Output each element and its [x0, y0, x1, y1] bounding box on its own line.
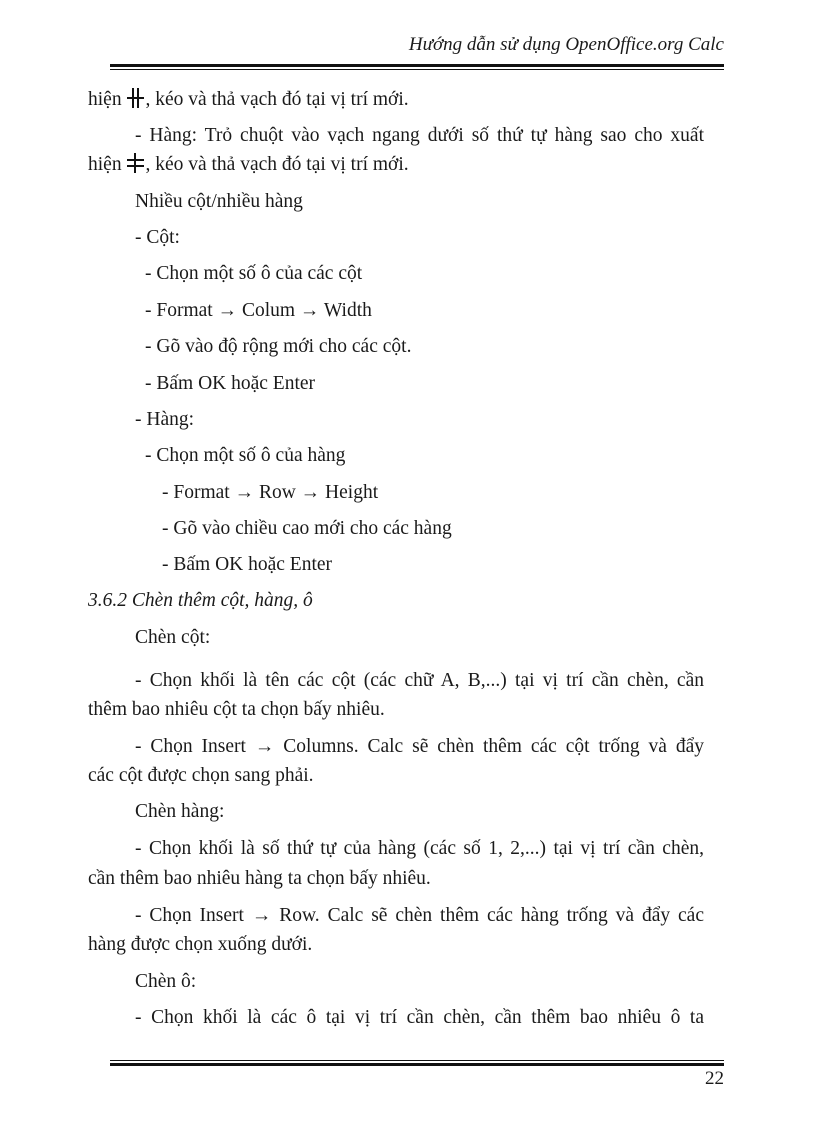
body-line: Chèn cột:	[135, 627, 211, 648]
footer-rule-thick	[110, 1063, 724, 1066]
body-line: - Hàng:	[135, 409, 195, 430]
body-line: - Gõ vào độ rộng mới cho các cột.	[145, 336, 412, 357]
body-line: thêm bao nhiêu cột ta chọn bấy nhiêu.	[88, 699, 385, 720]
body-line: - Bấm OK hoặc Enter	[162, 554, 333, 575]
body-text: , kéo và thả vạch đó tại vị trí mới.	[145, 154, 409, 175]
body-line: - Chọn khối là số thứ tự của hàng (các số 1, 2,...) tại vị trí cần chèn,	[135, 838, 704, 859]
body-text: hiện	[88, 154, 127, 175]
body-line: Chèn ô:	[135, 971, 197, 992]
section-heading: 3.6.2 Chèn thêm cột, hàng, ô	[88, 590, 313, 611]
body-line: các cột được chọn sang phải.	[88, 765, 314, 786]
body-line: - Chọn khối là các ô tại vị trí cần chèn, cần thêm bao nhiêu ô ta	[135, 1007, 704, 1028]
body-line: - Chọn Insert → Row. Calc sẽ chèn thêm các hàng trống và đẩy các	[135, 905, 704, 926]
body-text: hiện	[88, 89, 127, 110]
body-line: - Chọn một số ô của các cột	[145, 263, 363, 284]
row-resize-icon	[127, 153, 144, 173]
header-rule-thick	[110, 64, 724, 67]
body-line: - Cột:	[135, 227, 180, 248]
body-line: - Format → Row → Height	[162, 482, 379, 503]
body-line	[88, 152, 409, 178]
body-line: - Gõ vào chiều cao mới cho các hàng	[162, 518, 452, 539]
column-resize-icon	[127, 88, 144, 108]
body-line	[88, 87, 409, 113]
body-line: hàng được chọn xuống dưới.	[88, 934, 313, 955]
page-header-title: Hướng dẫn sử dụng OpenOffice.org Calc	[408, 34, 724, 55]
body-line: Nhiều cột/nhiều hàng	[135, 191, 303, 212]
body-line: - Chọn Insert → Columns. Calc sẽ chèn thêm các cột trống và đẩy	[135, 736, 704, 757]
body-line: - Bấm OK hoặc Enter	[145, 373, 316, 394]
body-line: - Chọn một số ô của hàng	[145, 445, 346, 466]
body-line: - Hàng: Trỏ chuột vào vạch ngang dưới số thứ tự hàng sao cho xuất	[135, 125, 704, 146]
header-rule-thin	[110, 69, 724, 70]
page-number: 22	[705, 1068, 724, 1089]
body-line: Chèn hàng:	[135, 801, 225, 822]
body-line: - Chọn khối là tên các cột (các chữ A, B,...) tại vị trí cần chèn, cần	[135, 670, 704, 691]
footer-rule-thin	[110, 1060, 724, 1061]
body-line: cần thêm bao nhiêu hàng ta chọn bấy nhiêu.	[88, 868, 431, 889]
body-line: - Format → Colum → Width	[145, 300, 372, 321]
body-text: , kéo và thả vạch đó tại vị trí mới.	[145, 89, 409, 110]
